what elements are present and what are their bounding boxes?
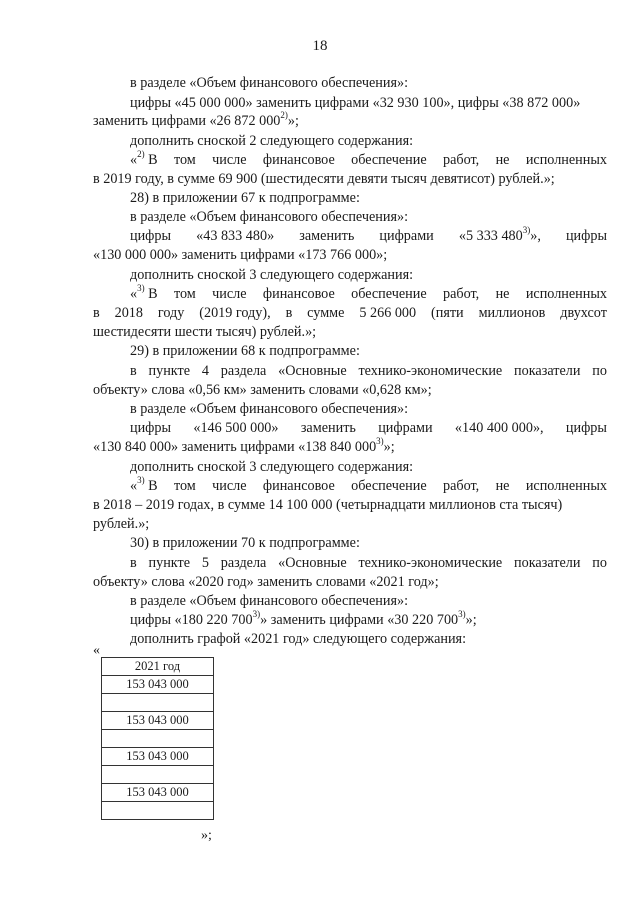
text-line (130, 266, 413, 284)
line-text: в разделе «Объем финансового обеспечения»: (130, 75, 409, 91)
table-cell (102, 694, 214, 712)
text-line (130, 400, 408, 418)
table-cell: 153 043 000 (102, 712, 214, 730)
word: «146 500 000» (193, 420, 279, 436)
table-close-quote: »; (201, 828, 212, 843)
text-line (130, 554, 607, 572)
word: по (592, 555, 607, 571)
line-text: «130 840 000» заменить цифрами «138 840 000 (93, 439, 377, 455)
table-header-row (102, 658, 214, 676)
word: том (173, 152, 196, 168)
line-text: рублей.»; (93, 516, 150, 532)
word: в (93, 305, 100, 321)
table-cell (102, 730, 214, 748)
table-row (102, 694, 214, 712)
text-line (130, 189, 360, 207)
table-row (102, 766, 214, 784)
line-text: »; (287, 113, 299, 129)
word: технико-экономические (358, 363, 503, 379)
line-text: 29) в приложении 68 к подпрограмме: (130, 343, 360, 359)
text-line (93, 323, 607, 341)
table-cell: 153 043 000 (102, 748, 214, 766)
text-line (130, 592, 408, 610)
text-line (93, 496, 607, 514)
word: не (495, 152, 510, 168)
line-text: « (130, 152, 138, 168)
line-text: «130 000 000» заменить цифрами «173 766 000»; (93, 247, 388, 263)
word: цифры (130, 420, 172, 436)
word: заменить (300, 420, 356, 436)
table-row (102, 730, 214, 748)
text-line (93, 170, 607, 188)
text-line (130, 458, 413, 476)
word: обеспечение (351, 478, 427, 494)
text-line (93, 112, 607, 130)
table-cell (102, 766, 214, 784)
line-text: в разделе «Объем финансового обеспечения»: (130, 401, 409, 417)
word: «Основные (278, 555, 347, 571)
table-cell (102, 802, 214, 820)
word: пункте (148, 363, 190, 379)
word: технико-экономические (358, 555, 503, 571)
word: «140 400 000», (454, 420, 544, 436)
table-row (102, 802, 214, 820)
word: показатели (514, 363, 581, 379)
word: 5 (201, 555, 209, 571)
word: финансовое (262, 286, 335, 302)
word: «5 333 480 (458, 228, 523, 244)
word: (2019 году), (199, 305, 271, 321)
table-open-quote: « (93, 643, 100, 658)
word: числе (212, 286, 247, 302)
word: исполненных (525, 478, 607, 494)
footnote-mark: 3) (137, 475, 145, 486)
text-line (130, 611, 477, 629)
word: «43 833 480» (196, 228, 275, 244)
footnote-mark: 3) (137, 283, 145, 294)
word: не (495, 286, 510, 302)
line-text: 28) в приложении 67 к подпрограмме: (130, 190, 360, 206)
word: (пяти (431, 305, 464, 321)
table-header-cell: 2021 год (102, 658, 214, 676)
word: сумме (307, 305, 345, 321)
text-line (130, 151, 607, 169)
word: работ, (443, 152, 480, 168)
word: показатели (514, 555, 581, 571)
word: раздела (220, 363, 267, 379)
word: цифры (130, 228, 172, 244)
text-line (130, 342, 360, 360)
line-text: « (130, 286, 138, 302)
word: пункте (148, 555, 190, 571)
line-text: В (144, 478, 158, 494)
line-text: объекту» слова «0,56 км» заменить словами «0,628 км»; (93, 382, 432, 398)
table-cell: 153 043 000 (102, 676, 214, 694)
word: работ, (443, 286, 480, 302)
text-line (93, 573, 607, 591)
line-text: в 2018 – 2019 годах, в сумме 14 100 000 (четырнадцати миллионов ста тысяч) (93, 497, 563, 513)
text-line (130, 362, 607, 380)
line-text: В (144, 286, 158, 302)
word: работ, (443, 478, 480, 494)
word: том (173, 478, 196, 494)
line-text: шестидесяти шести тысяч) рублей.»; (93, 324, 317, 340)
word: по (592, 363, 607, 379)
footnote-mark: 3) (376, 436, 384, 447)
line-text: дополнить сноской 3 следующего содержания: (130, 267, 414, 283)
text-line (130, 419, 607, 437)
line-text: заменить цифрами «26 872 000 (93, 113, 281, 129)
text-line (130, 227, 607, 245)
page-number: 18 (312, 38, 328, 54)
word: в (285, 305, 293, 321)
line-text: В (144, 152, 158, 168)
line-text: объекту» слова «2020 год» заменить словами «2021 год»; (93, 574, 439, 590)
table-row (102, 748, 214, 766)
line-text: »; (465, 612, 477, 628)
footnote-mark: 2) (137, 149, 145, 160)
line-text: »; (383, 439, 395, 455)
text-line (93, 438, 607, 456)
table-row (102, 676, 214, 694)
line-text: дополнить графой «2021 год» следующего содержания: (130, 631, 467, 647)
text-line (130, 630, 466, 648)
line-text: цифры «180 220 700 (130, 612, 253, 628)
word: двухсот (560, 305, 607, 321)
word: числе (212, 152, 247, 168)
word: 4 (201, 363, 209, 379)
line-text: в разделе «Объем финансового обеспечения»: (130, 209, 409, 225)
line-text: цифры «45 000 000» заменить цифрами «32 930 100», цифры «38 872 000» (130, 95, 581, 111)
line-text: « (130, 478, 138, 494)
word: «Основные (278, 363, 347, 379)
word: финансовое (262, 478, 335, 494)
text-line (93, 515, 607, 533)
word: цифрами (378, 420, 433, 436)
line-text: в 2019 году, в сумме 69 900 (шестидесяти девяти тысяч девятисот) рублей.»; (93, 171, 555, 187)
word: в (130, 555, 137, 571)
line-text: 30) в приложении 70 к подпрограмме: (130, 535, 360, 551)
text-line (130, 477, 607, 495)
text-line (130, 94, 580, 112)
word: обеспечение (351, 152, 427, 168)
word: исполненных (525, 152, 607, 168)
word: исполненных (525, 286, 607, 302)
word: том (173, 286, 196, 302)
word: », (530, 228, 541, 244)
footnote-mark: 3) (458, 609, 466, 620)
text-line (93, 246, 607, 264)
text-line (93, 304, 607, 322)
word: в (130, 363, 137, 379)
word: цифры (565, 228, 607, 244)
word: заменить (299, 228, 355, 244)
word: году (157, 305, 185, 321)
word: обеспечение (351, 286, 427, 302)
footnote-mark: 3) (522, 225, 531, 236)
text-line (130, 285, 607, 303)
text-line (130, 208, 408, 226)
line-text: дополнить сноской 2 следующего содержания: (130, 133, 414, 149)
line-text: дополнить сноской 3 следующего содержания: (130, 459, 414, 475)
footnote-mark: 3) (252, 609, 261, 620)
footnote-mark: 2) (280, 110, 288, 121)
column-2021-table (101, 657, 214, 820)
table-cell: 153 043 000 (102, 784, 214, 802)
word: финансовое (262, 152, 335, 168)
text-line (130, 534, 360, 552)
text-line (130, 74, 408, 92)
line-text: в разделе «Объем финансового обеспечения»: (130, 593, 409, 609)
word: миллионов (478, 305, 546, 321)
word: раздела (220, 555, 267, 571)
word: 5 266 000 (359, 305, 417, 321)
line-text: » заменить цифрами «30 220 700 (260, 612, 459, 628)
word: цифры (565, 420, 607, 436)
word: цифрами (379, 228, 434, 244)
table-row (102, 784, 214, 802)
word: 2018 (114, 305, 143, 321)
text-line (93, 381, 607, 399)
word: числе (212, 478, 247, 494)
word: не (495, 478, 510, 494)
text-line (130, 132, 413, 150)
table-row (102, 712, 214, 730)
